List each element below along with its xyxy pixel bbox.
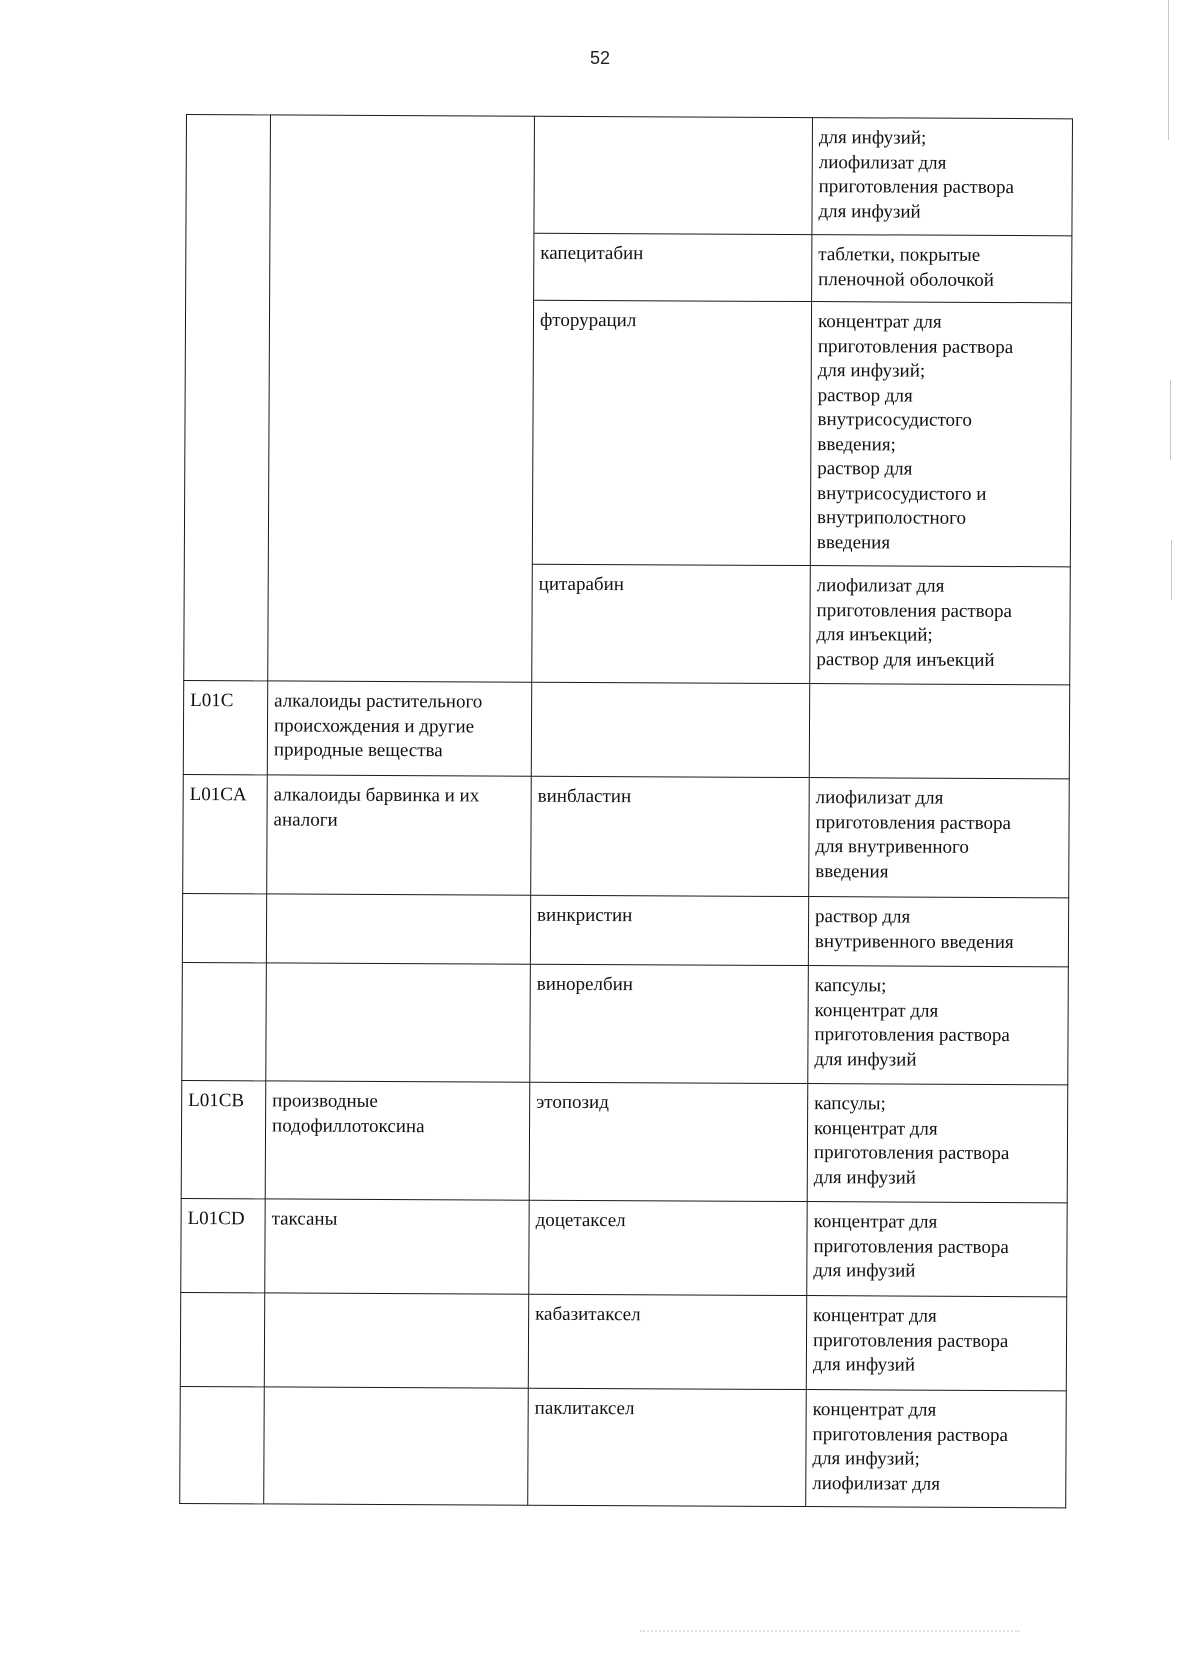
substance-cell: кабазитаксел	[528, 1294, 806, 1389]
dosage-form-cell: концентрат для приготовления раствора для инфузий; раствор для внутрисосудистого введения; раствор для внутрисосудистого и внутриполостного введения	[810, 302, 1071, 567]
dosage-form-cell: таблетки, покрытые пленочной оболочкой	[812, 235, 1072, 303]
dosage-form-cell: концентрат для приготовления раствора для инфузий; лиофилизат для	[806, 1390, 1067, 1508]
substance-cell: паклитаксел	[528, 1388, 807, 1506]
dosage-form-cell	[809, 684, 1069, 779]
dosage-form-cell: капсулы; концентрат для приготовления раствора для инфузий	[808, 966, 1069, 1085]
table-row	[182, 962, 1069, 1084]
substance-cell: фторурацил	[532, 300, 811, 565]
group-name-cell: алкалоиды барвинка и их аналоги	[267, 775, 532, 895]
atc-code-cell: L01CA	[183, 774, 268, 893]
substance-cell: винбластин	[531, 776, 810, 896]
group-name-cell: производные подофиллотоксина	[265, 1081, 530, 1200]
substance-cell: цитарабин	[532, 564, 811, 683]
atc-code-cell: L01CD	[181, 1198, 265, 1292]
table-row	[183, 680, 1069, 778]
group-name-cell	[264, 1293, 528, 1388]
group-name-cell	[268, 115, 535, 682]
dosage-form-cell: для инфузий; лиофилизат для приготовления раствора для инфузий	[812, 118, 1073, 236]
scan-edge-line	[1168, 0, 1169, 140]
group-name-cell: таксаны	[265, 1199, 529, 1294]
atc-code-cell: L01CB	[181, 1080, 266, 1198]
substance-cell	[531, 682, 809, 777]
atc-code-cell	[182, 962, 267, 1080]
dosage-form-cell: концентрат для приготовления раствора для инфузий	[807, 1202, 1067, 1297]
table-row	[180, 1386, 1067, 1507]
atc-code-cell	[182, 893, 266, 962]
substance-cell: винорелбин	[530, 964, 809, 1083]
table-row	[181, 1080, 1068, 1202]
atc-code-cell	[184, 115, 271, 681]
substance-cell: доцетаксел	[529, 1200, 807, 1295]
table-row	[186, 115, 1073, 236]
group-name-cell	[266, 894, 530, 964]
scan-noise	[640, 1630, 1020, 1634]
group-name-cell	[266, 963, 531, 1082]
table-row	[183, 774, 1070, 897]
substance-cell: этопозид	[529, 1082, 808, 1201]
drug-table-wrapper	[179, 114, 1073, 1508]
atc-code-cell	[180, 1386, 265, 1503]
substance-cell	[534, 116, 813, 234]
substance-cell: винкристин	[530, 895, 808, 965]
page-number: 52	[589, 48, 611, 68]
table-row	[182, 893, 1068, 966]
substance-cell: капецитабин	[534, 233, 812, 301]
group-name-cell: алкалоиды растительного происхождения и другие природные вещества	[267, 681, 531, 776]
dosage-form-cell: концентрат для приготовления раствора для инфузий	[806, 1296, 1066, 1391]
table-row	[180, 1292, 1066, 1390]
scan-edge-line	[1171, 540, 1172, 600]
scan-edge-line	[1170, 380, 1171, 460]
dosage-form-cell: раствор для внутривенного введения	[808, 897, 1068, 967]
atc-code-cell	[180, 1292, 264, 1386]
dosage-form-cell: капсулы; концентрат для приготовления раствора для инфузий	[807, 1084, 1068, 1203]
group-name-cell	[264, 1387, 529, 1505]
drug-table	[179, 114, 1073, 1508]
atc-code-cell: L01C	[183, 680, 267, 774]
dosage-form-cell: лиофилизат для приготовления раствора для внутривенного введения	[809, 778, 1070, 898]
table-row	[181, 1198, 1067, 1296]
dosage-form-cell: лиофилизат для приготовления раствора для инъекций; раствор для инъекций	[810, 566, 1071, 685]
